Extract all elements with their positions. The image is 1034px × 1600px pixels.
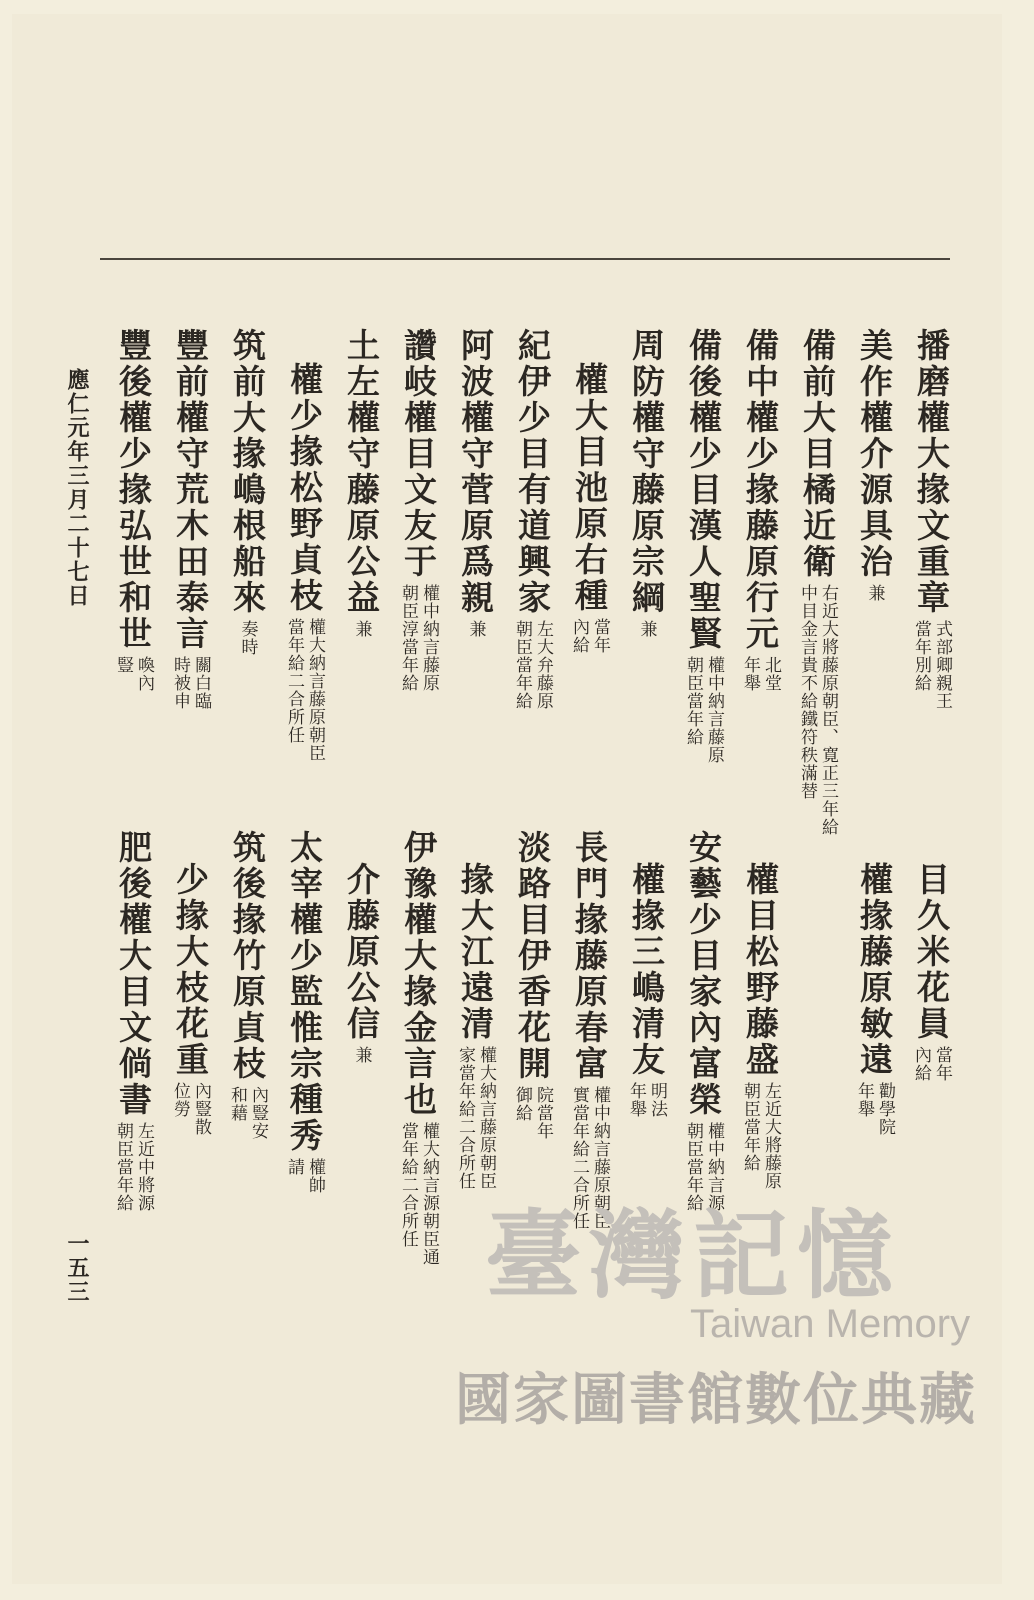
entry-main-text: 介藤原公信 [342,862,381,1042]
annotation-line: 朝臣當年給 [113,1122,133,1212]
annotation-line: 朝臣當年給 [683,656,703,746]
lower-entry [224,830,270,1140]
upper-entry [224,328,270,656]
horizontal-rule [100,258,950,260]
entry-annotation [636,620,657,638]
upper-entry [395,328,441,692]
entry-main-text: 備後權少目漢人聖賢 [684,328,723,652]
entry-main-text: 紀伊少目有道興家 [513,328,552,616]
entry-annotation [169,1082,211,1136]
annotation-line: 內給 [569,618,589,654]
annotation-line: 內豎散 [191,1082,211,1136]
annotation-line: 權中納言藤原朝臣 [590,1086,610,1230]
upper-entry [338,328,384,638]
annotation-line: 權大納言藤原朝臣 [305,618,325,762]
lower-entry [110,830,156,1212]
annotation-line: 豎 [113,656,133,674]
annotation-line: 式部卿親王 [932,620,952,710]
date-line: 應仁元年三月二十七日 [64,368,90,608]
entry-annotation [739,1082,781,1190]
lower-entry [851,862,897,1136]
upper-entry [680,328,726,764]
annotation-line: 家當年給二合所任 [455,1046,475,1190]
annotation-line: 院當年 [533,1086,553,1140]
annotation-line: 權中納言藤原 [419,584,439,692]
annotation-line: 當年 [932,1046,952,1082]
annotation-line: 朝臣當年給 [683,1122,703,1212]
watermark-english: Taiwan Memory [690,1302,971,1346]
entry-main-text: 周防權守藤原宗綱 [627,328,666,616]
entry-main-text: 長門掾藤原春富 [570,830,609,1082]
lower-entry [281,830,327,1194]
entry-main-text: 筑後掾竹原貞枝 [228,830,267,1082]
watermark-library: 國家圖書館數位典藏 [455,1368,977,1433]
lower-entry [338,862,384,1064]
annotation-line: 年舉 [740,656,760,692]
upper-entry [281,362,327,762]
lower-entry [509,830,555,1140]
entry-main-text: 權大目池原右種 [570,362,609,614]
entry-annotation [853,1082,895,1136]
entry-annotation [454,1046,496,1190]
annotation-line: 年舉 [854,1082,874,1118]
annotation-line: 權中納言藤原 [704,656,724,764]
entry-main-text: 播磨權大掾文重章 [912,328,951,616]
entry-annotation [283,618,325,762]
annotation-line: 權中納言源 [704,1122,724,1212]
lower-entry [167,862,213,1136]
entry-main-text: 安藝少目家內富榮 [684,830,723,1118]
upper-entry [110,328,156,692]
annotation-line: 兼 [351,1046,372,1064]
page-number: 一五三 [64,1232,90,1304]
entry-main-text: 權少掾松野貞枝 [285,362,324,614]
lower-entry [566,830,612,1230]
entry-main-text: 備中權少掾藤原行元 [741,328,780,652]
entry-annotation [397,584,439,692]
annotation-line: 朝臣淳當年給 [398,584,418,692]
annotation-line: 北堂 [761,656,781,692]
entry-annotation [796,584,838,836]
annotation-line: 明法 [647,1082,667,1118]
annotation-line: 請 [284,1158,304,1176]
annotation-line: 權大納言藤原朝臣 [476,1046,496,1190]
upper-entry [452,328,498,638]
annotation-line: 兼 [864,584,885,602]
entry-annotation [739,656,781,692]
annotation-line: 當年給二合所任 [398,1122,418,1248]
lower-entry [623,862,669,1118]
annotation-line: 時被申 [170,656,190,710]
entry-main-text: 伊豫權大掾金言也 [399,830,438,1118]
annotation-line: 朝臣當年給 [740,1082,760,1172]
annotation-line: 中目金言貴不給鐵符秩滿替 [797,584,817,800]
annotation-line: 實當年給二合所任 [569,1086,589,1230]
page-sheet [12,14,1002,1584]
entry-annotation [511,620,553,710]
entry-main-text: 阿波權守菅原爲親 [456,328,495,616]
annotation-line: 左近大將藤原 [761,1082,781,1190]
entry-annotation [682,656,724,764]
entry-main-text: 美作權介源具治 [855,328,894,580]
lower-entry [680,830,726,1212]
entry-main-text: 豐前權守荒木田泰言 [171,328,210,652]
upper-entry [623,328,669,638]
entry-main-text: 權掾藤原敏遠 [855,862,894,1078]
entry-annotation [397,1122,439,1266]
entry-annotation [910,1046,952,1082]
annotation-line: 御給 [512,1086,532,1122]
entry-main-text: 肥後權大目文倘書 [114,830,153,1118]
entry-main-text: 掾大江遠清 [456,862,495,1042]
entry-main-text: 筑前大掾嶋根船來 [228,328,267,616]
entry-main-text: 目久米花員 [912,862,951,1042]
entry-annotation [112,656,154,692]
entry-annotation [169,656,211,710]
upper-entry [737,328,783,692]
entry-annotation [568,618,610,654]
annotation-line: 年舉 [626,1082,646,1118]
annotation-line: 喚內 [134,656,154,692]
annotation-line: 奏時 [237,620,258,656]
upper-entry [509,328,555,710]
annotation-line: 和藉 [227,1086,247,1122]
entry-annotation [511,1086,553,1140]
entry-annotation [351,620,372,638]
annotation-line: 左近中將源 [134,1122,154,1212]
annotation-line: 兼 [636,620,657,638]
lower-entry [737,862,783,1190]
annotation-line: 內給 [911,1046,931,1082]
watermark-calligraphy: 臺灣記憶 [485,1199,901,1312]
entry-annotation [864,584,885,602]
entry-annotation [465,620,486,638]
entry-main-text: 備前大目橘近衛 [798,328,837,580]
entry-main-text: 淡路目伊香花開 [513,830,552,1082]
upper-entry [908,328,954,710]
annotation-line: 位勞 [170,1082,190,1118]
annotation-line: 左大弁藤原 [533,620,553,710]
upper-entry [566,362,612,654]
entry-main-text: 讚岐權目文友于 [399,328,438,580]
lower-entry [395,830,441,1266]
upper-entry [167,328,213,710]
entry-main-text: 豐後權少掾弘世和世 [114,328,153,652]
annotation-line: 當年給二合所任 [284,618,304,744]
entry-main-text: 權目松野藤盛 [741,862,780,1078]
lower-entry [908,862,954,1082]
entry-annotation [283,1158,325,1194]
annotation-line: 朝臣當年給 [512,620,532,710]
annotation-line: 當年別給 [911,620,931,692]
annotation-line: 內豎安 [248,1086,268,1140]
annotation-line: 權帥 [305,1158,325,1194]
annotation-line: 兼 [465,620,486,638]
annotation-line: 勸學院 [875,1082,895,1136]
annotation-line: 當年 [590,618,610,654]
annotation-line: 關白臨 [191,656,211,710]
entry-annotation [112,1122,154,1212]
annotation-line: 權大納言源朝臣通 [419,1122,439,1266]
entry-main-text: 少掾大枝花重 [171,862,210,1078]
entry-main-text: 太宰權少監惟宗種秀 [285,830,324,1154]
entry-annotation [226,1086,268,1140]
lower-entry [452,862,498,1190]
upper-entry [851,328,897,602]
annotation-line: 右近大將藤原朝臣、寛正三年給 [818,584,838,836]
entry-main-text: 權掾三嶋清友 [627,862,666,1078]
entry-annotation [625,1082,667,1118]
entry-main-text: 土左權守藤原公益 [342,328,381,616]
annotation-line: 兼 [351,620,372,638]
entry-annotation [351,1046,372,1064]
entry-annotation [910,620,952,710]
upper-entry [794,328,840,836]
entry-annotation [237,620,258,656]
